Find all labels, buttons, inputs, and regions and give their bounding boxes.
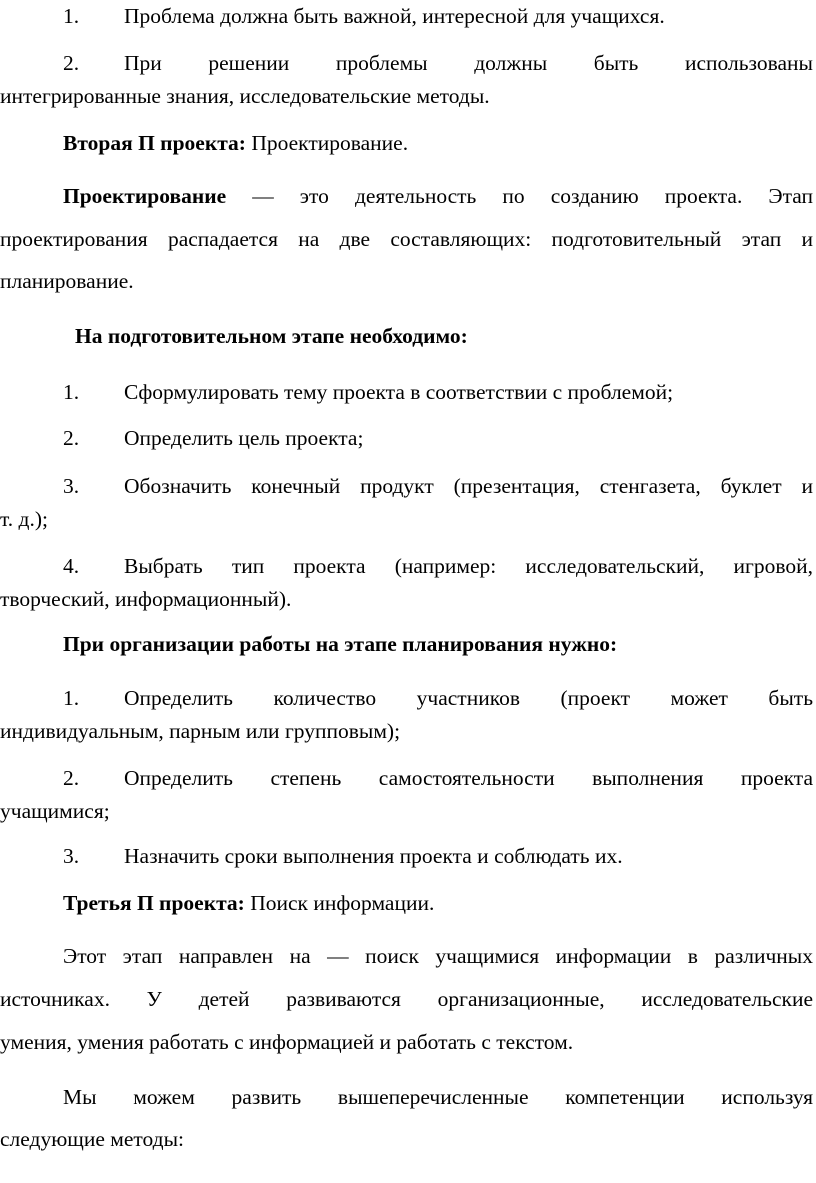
definition-text: — это деятельность по созданию проекта. Этап	[226, 184, 813, 208]
list-item-text: Назначить сроки выполнения проекта и соблюдать их.	[124, 844, 623, 868]
prep-heading: На подготовительном этапе необходимо:	[75, 324, 468, 348]
stage2-heading-rest: Проектирование.	[245, 131, 409, 155]
list-number: 2.	[63, 766, 80, 790]
stage3-heading-rest: Поиск информации.	[244, 891, 435, 915]
list-item-text-continued: учащимися;	[0, 799, 110, 823]
list-number: 1.	[63, 4, 80, 28]
list-item-text-continued: индивидуальным, парным или групповым);	[0, 719, 401, 743]
paragraph-line: источниках. У детей развиваются организационные, исследовательские	[0, 987, 813, 1011]
list-item-text: Сформулировать тему проекта в соответствии с проблемой;	[124, 380, 674, 404]
definition-term: Проектирование	[63, 184, 227, 208]
paragraph-line: Этот этап направлен на — поиск учащимися информации в различных	[63, 944, 813, 968]
list-number: 1.	[63, 380, 80, 404]
list-number: 3.	[63, 474, 80, 498]
stage3-heading	[63, 893, 816, 915]
list-number: 4.	[63, 554, 80, 578]
list-number: 3.	[63, 844, 80, 868]
list-item-text: Обозначить конечный продукт (презентация, стенгазета, буклет и	[124, 474, 813, 498]
list-item-text: Определить степень самостоятельности выполнения проекта	[124, 766, 813, 790]
list-number: 1.	[63, 686, 80, 710]
stage3-heading-bold: Третья П проекта:	[63, 891, 245, 915]
list-item-text: Проблема должна быть важной, интересной для учащихся.	[124, 4, 665, 28]
list-item-text-continued: творческий, информационный).	[0, 587, 292, 611]
list-number: 2.	[63, 426, 80, 450]
definition-line	[63, 186, 813, 208]
paragraph-line: проектирования распадается на две составляющих: подготовительный этап и	[0, 227, 813, 251]
list-item-text: Определить цель проекта;	[124, 426, 364, 450]
list-item-text-continued: т. д.);	[0, 507, 48, 531]
paragraph-line: следующие методы:	[0, 1127, 185, 1151]
list-item-text-continued: интегрированные знания, исследовательские методы.	[0, 84, 490, 108]
paragraph-line: планирование.	[0, 269, 134, 293]
paragraph-line: умения, умения работать с информацией и работать с текстом.	[0, 1030, 574, 1054]
list-item-text: Выбрать тип проекта (например: исследовательский, игровой,	[124, 554, 813, 578]
list-number: 2.	[63, 51, 80, 75]
stage2-heading	[63, 133, 816, 155]
list-item-text: При решении проблемы должны быть использованы	[124, 51, 813, 75]
paragraph-line: Мы можем развить вышеперечисленные компетенции используя	[63, 1085, 813, 1109]
plan-heading: При организации работы на этапе планирования нужно:	[63, 632, 618, 656]
stage2-heading-bold: Вторая П проекта:	[63, 131, 246, 155]
list-item-text: Определить количество участников (проект может быть	[124, 686, 813, 710]
